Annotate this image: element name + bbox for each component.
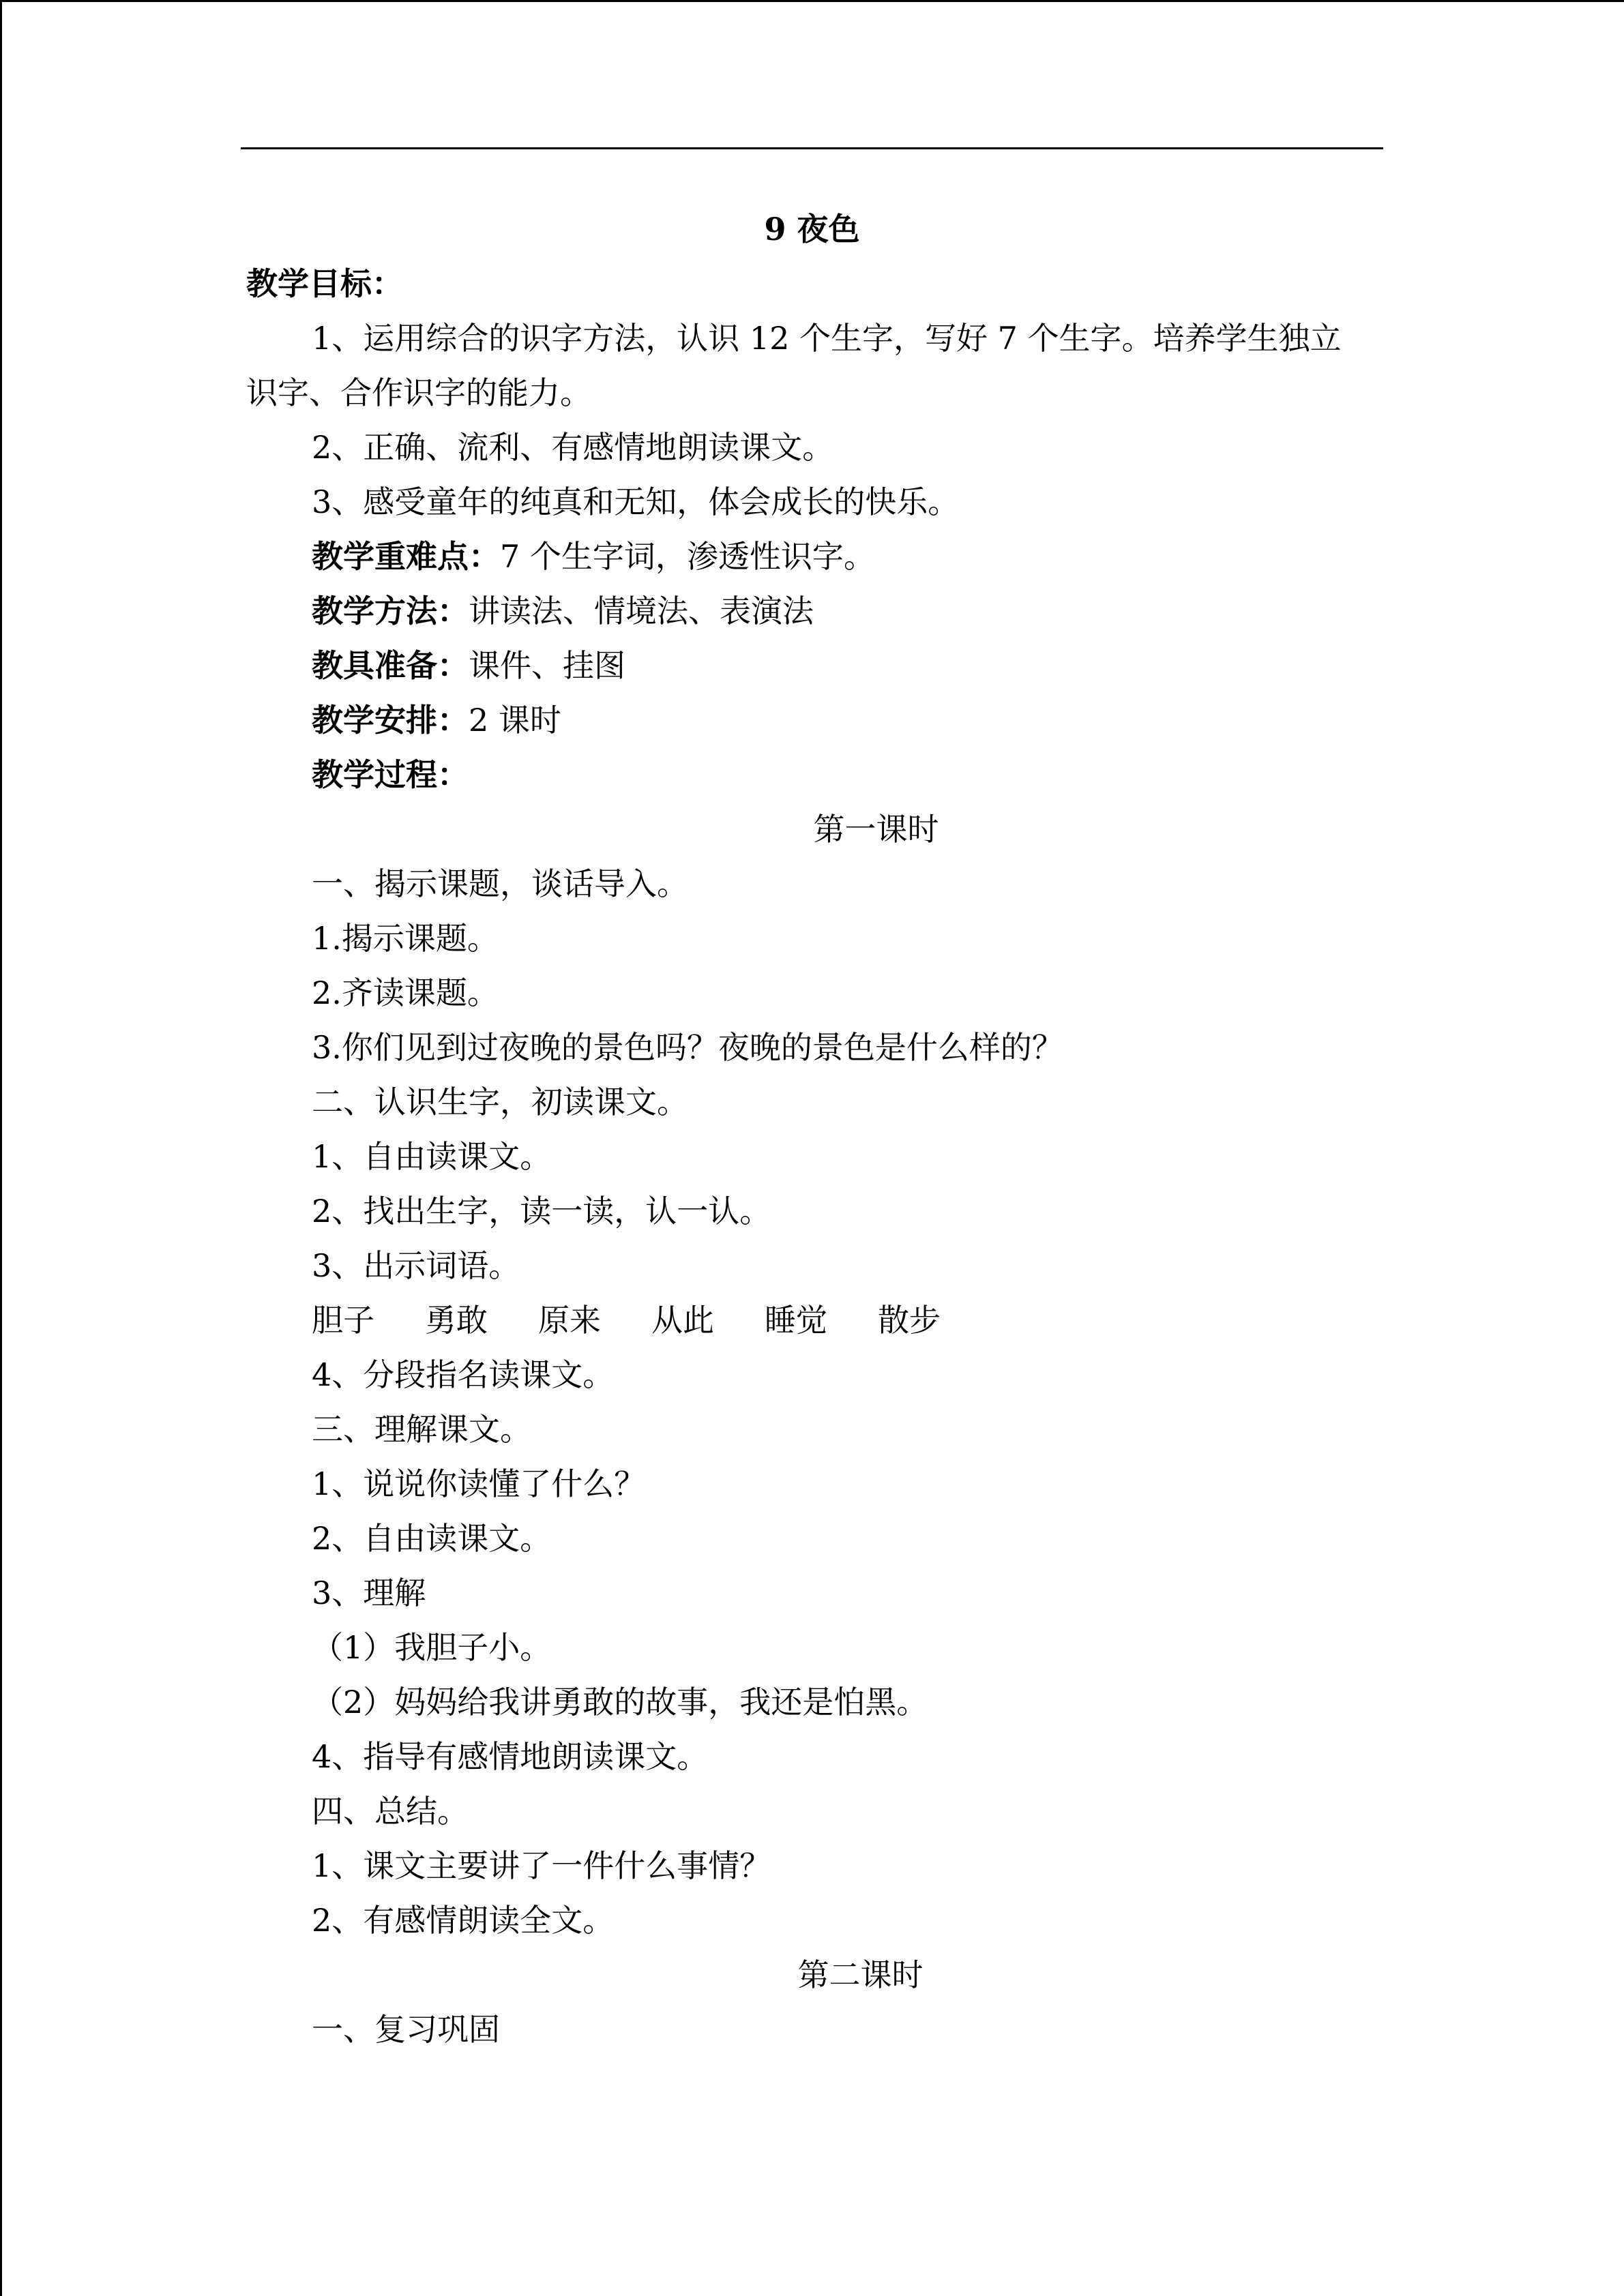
process-heading: 教学过程：: [312, 756, 469, 793]
lesson-1-section-2: 二、认识生字，初读课文。: [312, 1084, 688, 1120]
lesson-1-step: 3.你们见到过夜晚的景色吗？夜晚的景色是什么样的？: [312, 1029, 1063, 1066]
lesson-1-step: 4、指导有感情地朗读课文。: [312, 1738, 709, 1775]
lesson-2-section-1: 一、复习巩固: [312, 2011, 500, 2048]
lesson-1-heading: 第一课时: [813, 811, 939, 848]
lesson-2-heading: 第二课时: [797, 1956, 924, 1993]
vocabulary-word: 勇敢: [425, 1302, 488, 1339]
methods-row: [312, 591, 814, 631]
methods-value: 讲读法、情境法、表演法: [469, 593, 814, 629]
vocabulary-word: 从此: [651, 1302, 714, 1339]
objective-item-3: 3、感受童年的纯真和无知，体会成长的快乐。: [312, 483, 960, 520]
lesson-1-step: 3、出示词语。: [312, 1247, 520, 1284]
lesson-1-step: 2.齐读课题。: [312, 974, 499, 1011]
objective-item-2: 2、正确、流利、有感情地朗读课文。: [312, 429, 834, 466]
lesson-1-step: 3、理解: [312, 1575, 426, 1611]
lesson-1-step: 1、自由读课文。: [312, 1138, 552, 1175]
methods-label: 教学方法：: [312, 593, 469, 629]
lesson-1-section-3: 三、理解课文。: [312, 1411, 531, 1448]
schedule-value: 2 课时: [469, 702, 561, 739]
objective-item-1-line-2: 识字、合作识字的能力。: [246, 374, 591, 411]
lesson-1-section-4: 四、总结。: [312, 1793, 469, 1830]
lesson-1-step: 2、自由读课文。: [312, 1520, 552, 1557]
lesson-1-step: 2、找出生字，读一读，认一认。: [312, 1193, 771, 1229]
tools-row: [312, 645, 625, 686]
lesson-1-step: 4、分段指名读课文。: [312, 1356, 615, 1393]
vocabulary-word: 胆子: [312, 1302, 374, 1339]
keypoints-row: [312, 536, 875, 577]
tools-label: 教具准备：: [312, 647, 469, 684]
vocabulary-word: 散步: [878, 1302, 941, 1339]
vocabulary-word: 原来: [538, 1302, 601, 1339]
lesson-1-substep: （1）我胆子小。: [312, 1629, 552, 1666]
schedule-label: 教学安排：: [312, 702, 469, 739]
schedule-row: [312, 700, 561, 741]
objectives-heading: 教学目标：: [246, 265, 403, 302]
lesson-1-section-1: 一、揭示课题，谈话导入。: [312, 865, 688, 902]
lesson-1-step: 1.揭示课题。: [312, 920, 499, 957]
lesson-1-step: 2、有感情朗读全文。: [312, 1902, 615, 1939]
page-frame-left: [0, 0, 2, 2296]
keypoints-value: 7 个生字词，渗透性识字。: [500, 538, 875, 575]
objective-item-1-line-1: 1、运用综合的识字方法，认识 12 个生字，写好 7 个生字。培养学生独立: [312, 320, 1342, 357]
lesson-1-step: 1、课文主要讲了一件什么事情？: [312, 1847, 771, 1884]
vocabulary-words: [312, 1300, 991, 1341]
keypoints-label: 教学重难点：: [312, 538, 500, 575]
lesson-1-substep: （2）妈妈给我讲勇敢的故事，我还是怕黑。: [312, 1684, 928, 1720]
header-rule: [241, 147, 1383, 149]
vocabulary-word: 睡觉: [765, 1302, 827, 1339]
document-title: 9 夜色: [764, 211, 860, 248]
tools-value: 课件、挂图: [469, 647, 625, 684]
lesson-1-step: 1、说说你读懂了什么？: [312, 1465, 646, 1502]
page-frame-top: [0, 0, 1624, 2]
